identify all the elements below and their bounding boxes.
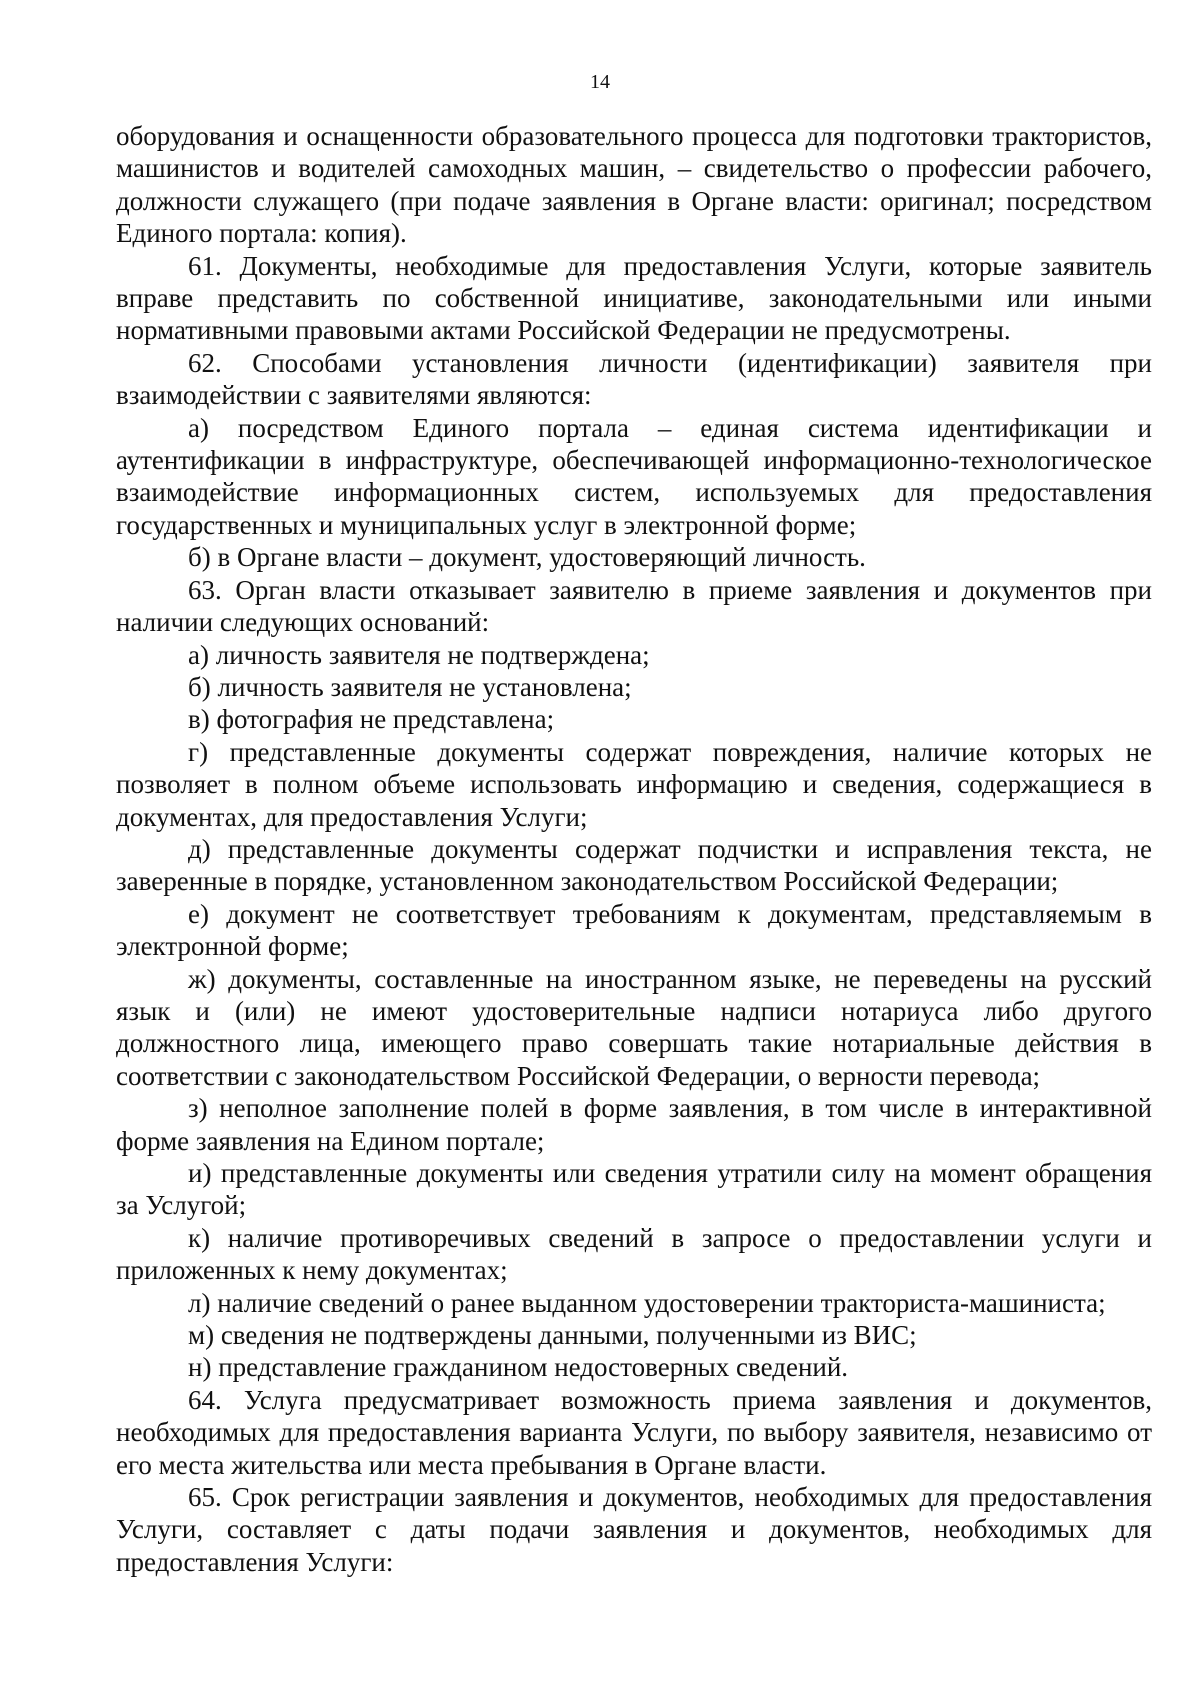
page-number: 14 bbox=[590, 71, 610, 93]
paragraph-63-item-k: к) наличие противоречивых сведений в запросе о предоставлении услуги и приложенных к нему документах; bbox=[116, 1222, 1152, 1286]
paragraph-61: 61. Документы, необходимые для предоставления Услуги, которые заявитель вправе представить по собственной инициативе, законодательными или иными нормативными правовыми актами Российской Федерации не предусмотрены. bbox=[116, 250, 1152, 346]
paragraph-63-item-l: л) наличие сведений о ранее выданном удостоверении тракториста-машиниста; bbox=[188, 1287, 1106, 1318]
paragraph-63-item-m: м) сведения не подтверждены данными, полученными из ВИС; bbox=[188, 1320, 917, 1351]
paragraph-63-item-z: з) неполное заполнение полей в форме заявления, в том числе в интерактивной форме заявления на Едином портале; bbox=[116, 1093, 1152, 1156]
paragraph-63-item-a: а) личность заявителя не подтверждена; bbox=[188, 639, 650, 670]
paragraph-63: 63. Орган власти отказывает заявителю в приеме заявления и документов при наличии следующих оснований: bbox=[116, 574, 1152, 638]
paragraph-continuation: оборудования и оснащенности образовательного процесса для подготовки трактористов, машинистов и водителей самоходных машин, – свидетельство о профессии рабочего, должности служащего (при подаче заявления в Органе власти: оригинал; посредством Единого портала: копия). bbox=[116, 121, 1152, 249]
paragraph-62-item-b: б) в Органе власти – документ, удостоверяющий личность. bbox=[188, 542, 866, 573]
paragraph-65: 65. Срок регистрации заявления и документов, необходимых для предоставления Услуги, составляет с даты подачи заявления и документов, необходимых для предоставления Услуги: bbox=[116, 1482, 1152, 1577]
paragraph-63-item-d: д) представленные документы содержат подчистки и исправления текста, не заверенные в порядке, установленном законодательством Российской Федерации; bbox=[116, 833, 1152, 897]
paragraph-62: 62. Способами установления личности (идентификации) заявителя при взаимодействии с заявителями являются: bbox=[116, 347, 1152, 411]
document-body bbox=[116, 120, 1152, 1578]
paragraph-62-item-a: а) посредством Единого портала – единая система идентификации и аутентификации в инфраструктуре, обеспечивающей информационно-технологическое взаимодействие информационных систем, используемых для предоставления государственных и муниципальных услуг в электронной форме; bbox=[116, 412, 1152, 540]
paragraph-63-item-n: н) представление гражданином недостоверных сведений. bbox=[188, 1352, 849, 1383]
paragraph-63-item-e: е) документ не соответствует требованиям к документам, представляемым в электронной форме; bbox=[116, 898, 1152, 962]
paragraph-64: 64. Услуга предусматривает возможность приема заявления и документов, необходимых для предоставления варианта Услуги, по выбору заявителя, независимо от его места жительства или места пребывания в Органе власти. bbox=[116, 1384, 1152, 1480]
paragraph-63-item-zh: ж) документы, составленные на иностранном языке, не переведены на русский язык и (или) не имеют удостоверительные надписи нотариуса либо другого должностного лица, имеющего право совершать такие нотариальные действия в соответствии с законодательством Российской Федерации, о верности перевода; bbox=[116, 963, 1152, 1091]
paragraph-63-item-g: г) представленные документы содержат повреждения, наличие которых не позволяет в полном объеме использовать информацию и сведения, содержащиеся в документах, для предоставления Услуги; bbox=[116, 736, 1152, 832]
paragraph-63-item-i: и) представленные документы или сведения утратили силу на момент обращения за Услугой; bbox=[116, 1158, 1152, 1221]
paragraph-63-item-v: в) фотография не представлена; bbox=[188, 704, 555, 735]
paragraph-63-item-b: б) личность заявителя не установлена; bbox=[188, 671, 632, 702]
